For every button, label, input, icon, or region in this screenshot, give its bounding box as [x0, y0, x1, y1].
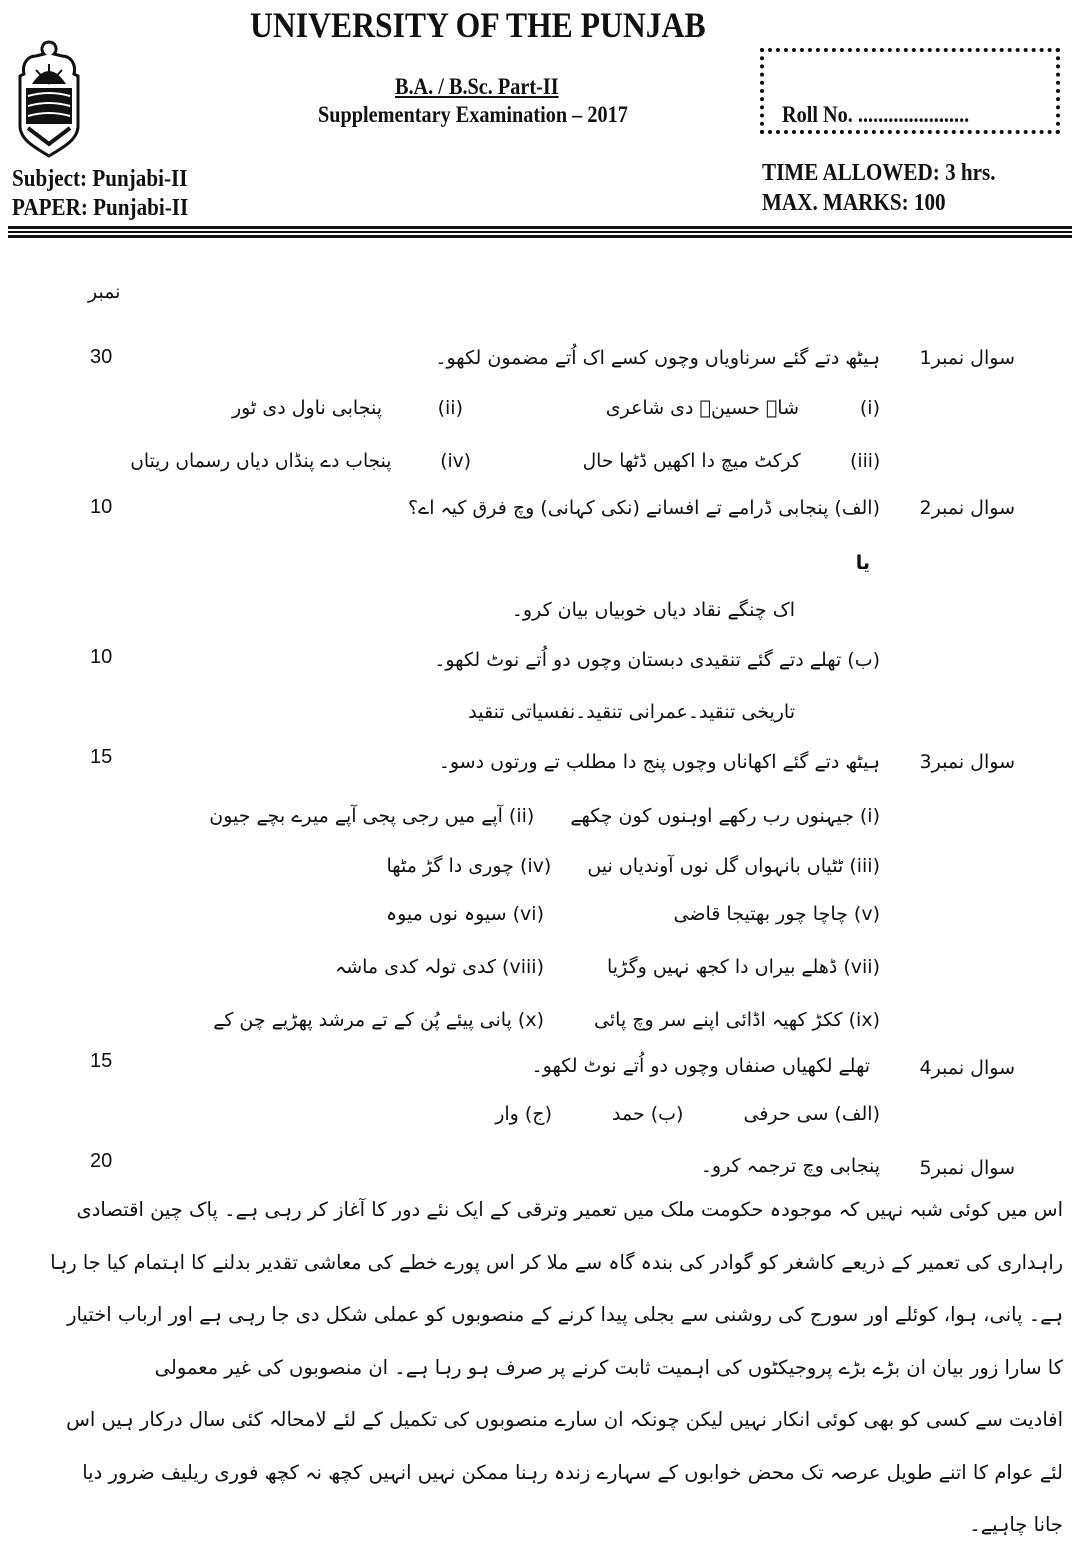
question-2-label: سوال نمبر2: [919, 497, 1015, 519]
proverb: (vi) سیوہ نوں میوہ: [385, 903, 544, 925]
question-1-label: سوال نمبر1: [919, 347, 1015, 369]
question-2-marks: 10: [90, 496, 113, 518]
proverbs-row: [30, 856, 880, 878]
question-1-marks: 30: [90, 346, 113, 368]
question-5-marks: 20: [90, 1150, 113, 1172]
proverbs-row: [30, 1010, 880, 1032]
program-title: B.A. / B.Sc. Part-II: [395, 74, 559, 99]
passage-line: ہے۔ پانی، ہوا، کوئلے اور سورج کی روشنی سے بجلی پیدا کرنے کے منصوبوں کو عملی شکل دی جا رہی ہے اور ارباب اختیار: [67, 1303, 1063, 1326]
roll-number-field[interactable]: Roll No. ......................: [782, 102, 970, 127]
crest-icon: [14, 40, 84, 158]
proverb: (ix) ککڑ کھیہ اڈائی اپنے سر وچ پائی: [594, 1009, 880, 1031]
options-row: [130, 398, 880, 420]
option-text: پنجابی ناول دی ٹور: [232, 397, 382, 419]
proverb: (iv) چوری دا گڑ مٹھا: [386, 855, 552, 877]
time-allowed: TIME ALLOWED: 3 hrs.: [762, 160, 996, 186]
proverb: (v) چاچا چور بھتیجا قاضی: [673, 903, 880, 925]
proverb: (x) پانی پیئے پُن کے تے مرشد پھڑیے چن کے: [213, 1009, 544, 1031]
genre-item: (الف) سی حرفی: [743, 1103, 880, 1125]
marks-heading: نمبر: [88, 281, 121, 303]
header-divider: [8, 231, 1072, 233]
max-marks: MAX. MARKS: 100: [762, 190, 946, 216]
university-logo: [14, 40, 84, 158]
question-4-label: سوال نمبر4: [919, 1057, 1015, 1079]
question-2-part-a-alt: اک چنگے نقاد دیاں خوبیاں بیان کرو۔: [511, 599, 795, 621]
question-5-prompt: پنجابی وچ ترجمہ کرو۔: [700, 1155, 880, 1177]
question-2-part-a: (الف) پنجابی ڈرامے تے افسانے (نکی کہانی) وچ فرق کیہ اے؟: [407, 497, 880, 519]
question-3-label: سوال نمبر3: [919, 751, 1015, 773]
option-number: (iii): [849, 450, 880, 472]
option-text: پنجاب دے پنڈاں دیاں رسماں ریتاں: [129, 450, 392, 472]
proverb: (i) جیہنوں رب رکھے اوہنوں کون چکھے: [570, 805, 880, 827]
or-label: یا: [855, 552, 870, 574]
question-4-marks: 15: [90, 1050, 113, 1072]
passage-line: کا سارا زور بیان ان بڑے بڑے پروجیکٹوں کی اہمیت ثابت کرنے پر صرف ہو رہا ہے۔ ان منصوبوں کی غیر معمولی: [154, 1355, 1063, 1379]
passage-line: اس میں کوئی شبہ نہیں کہ موجودہ حکومت ملک میں تعمیر وترقی کے ایک نئے دور کا آغاز کر رہی ہے۔ پاک چین اقتصادی: [76, 1198, 1063, 1221]
question-5-label: سوال نمبر5: [919, 1157, 1015, 1179]
genre-item: (ج) وار: [495, 1103, 552, 1125]
header-divider: [8, 235, 1072, 238]
option-number: (ii): [437, 397, 463, 419]
question-3-prompt: ہیٹھ دتے گئے اکھاناں وچوں پنج دا مطلب تے ورتوں دسو۔: [438, 751, 880, 773]
question-2-part-b-items: تاریخی تنقید۔عمرانی تنقید۔نفسیاتی تنقید: [468, 701, 795, 723]
header-divider: [8, 226, 1072, 229]
question-1-prompt: ہیٹھ دتے گئے سرناویاں وچوں کسے اک اُتے مضمون لکھو۔: [435, 347, 880, 369]
proverb: (vii) ڈھلے بیراں دا کجھ نہیں وگڑیا: [607, 956, 880, 978]
question-2-part-b: (ب) تھلے دتے گئے تنقیدی دبستان وچوں دو اُتے نوٹ لکھو۔: [434, 649, 880, 671]
proverbs-row: [30, 904, 880, 926]
question-4-prompt: تھلے لکھیاں صنفاں وچوں دو اُتے نوٹ لکھو۔: [531, 1055, 870, 1077]
passage-line: جانا چاہیے۔: [969, 1513, 1063, 1536]
subject-label: Subject: Punjabi-II: [12, 166, 188, 192]
genre-item: (ب) حمد: [611, 1103, 684, 1125]
option-text: کرکٹ میچ دا اکھیں ڈٹھا حال: [582, 450, 801, 472]
passage-line: افادیت سے کسی کو بھی کوئی انکار نہیں لیکن چونکہ ان سارے منصوبوں کی تکمیل کے لئے لامحالہ کئی سال درکار ہیں اس: [66, 1408, 1063, 1431]
proverb: (viii) کدی تولہ کدی ماشہ: [335, 956, 544, 978]
university-title: UNIVERSITY OF THE PUNJAB: [250, 5, 706, 45]
passage-line: لئے عوام کا اتنے طویل عرصہ تک محض خوابوں کے سہارے زندہ رہنا ممکن نہیں انہیں کچھ نہ کچھ فوری ریلیف ضرور دیا: [82, 1460, 1063, 1484]
option-text: شاہ حسینؒ دی شاعری: [605, 397, 799, 419]
option-number: (iv): [439, 450, 471, 472]
question-3-marks: 15: [90, 746, 113, 768]
proverbs-row: [30, 806, 880, 828]
option-number: (i): [859, 397, 880, 419]
genres-row: [30, 1104, 880, 1126]
proverb: (ii) آپے میں رجی پجی آپے میرے بچے جیون: [209, 805, 535, 827]
proverb: (iii) ٹٹیاں بانہواں گل نوں آوندیاں نیں: [587, 855, 880, 877]
paper-label: PAPER: Punjabi-II: [12, 195, 189, 221]
exam-title: Supplementary Examination – 2017: [318, 102, 628, 127]
translation-passage: [50, 1184, 1063, 1552]
passage-line: راہداری کی تعمیر کے ذریعے کاشغر کو گوادر کی بندہ گاہ سے ملا کر اس پورے خطے کی معاشی تقدیر بدلنے کا اہتمام کیا جا رہا: [50, 1250, 1063, 1274]
question-2-part-b-marks: 10: [90, 646, 113, 668]
options-row: [130, 451, 880, 473]
proverbs-row: [30, 957, 880, 979]
